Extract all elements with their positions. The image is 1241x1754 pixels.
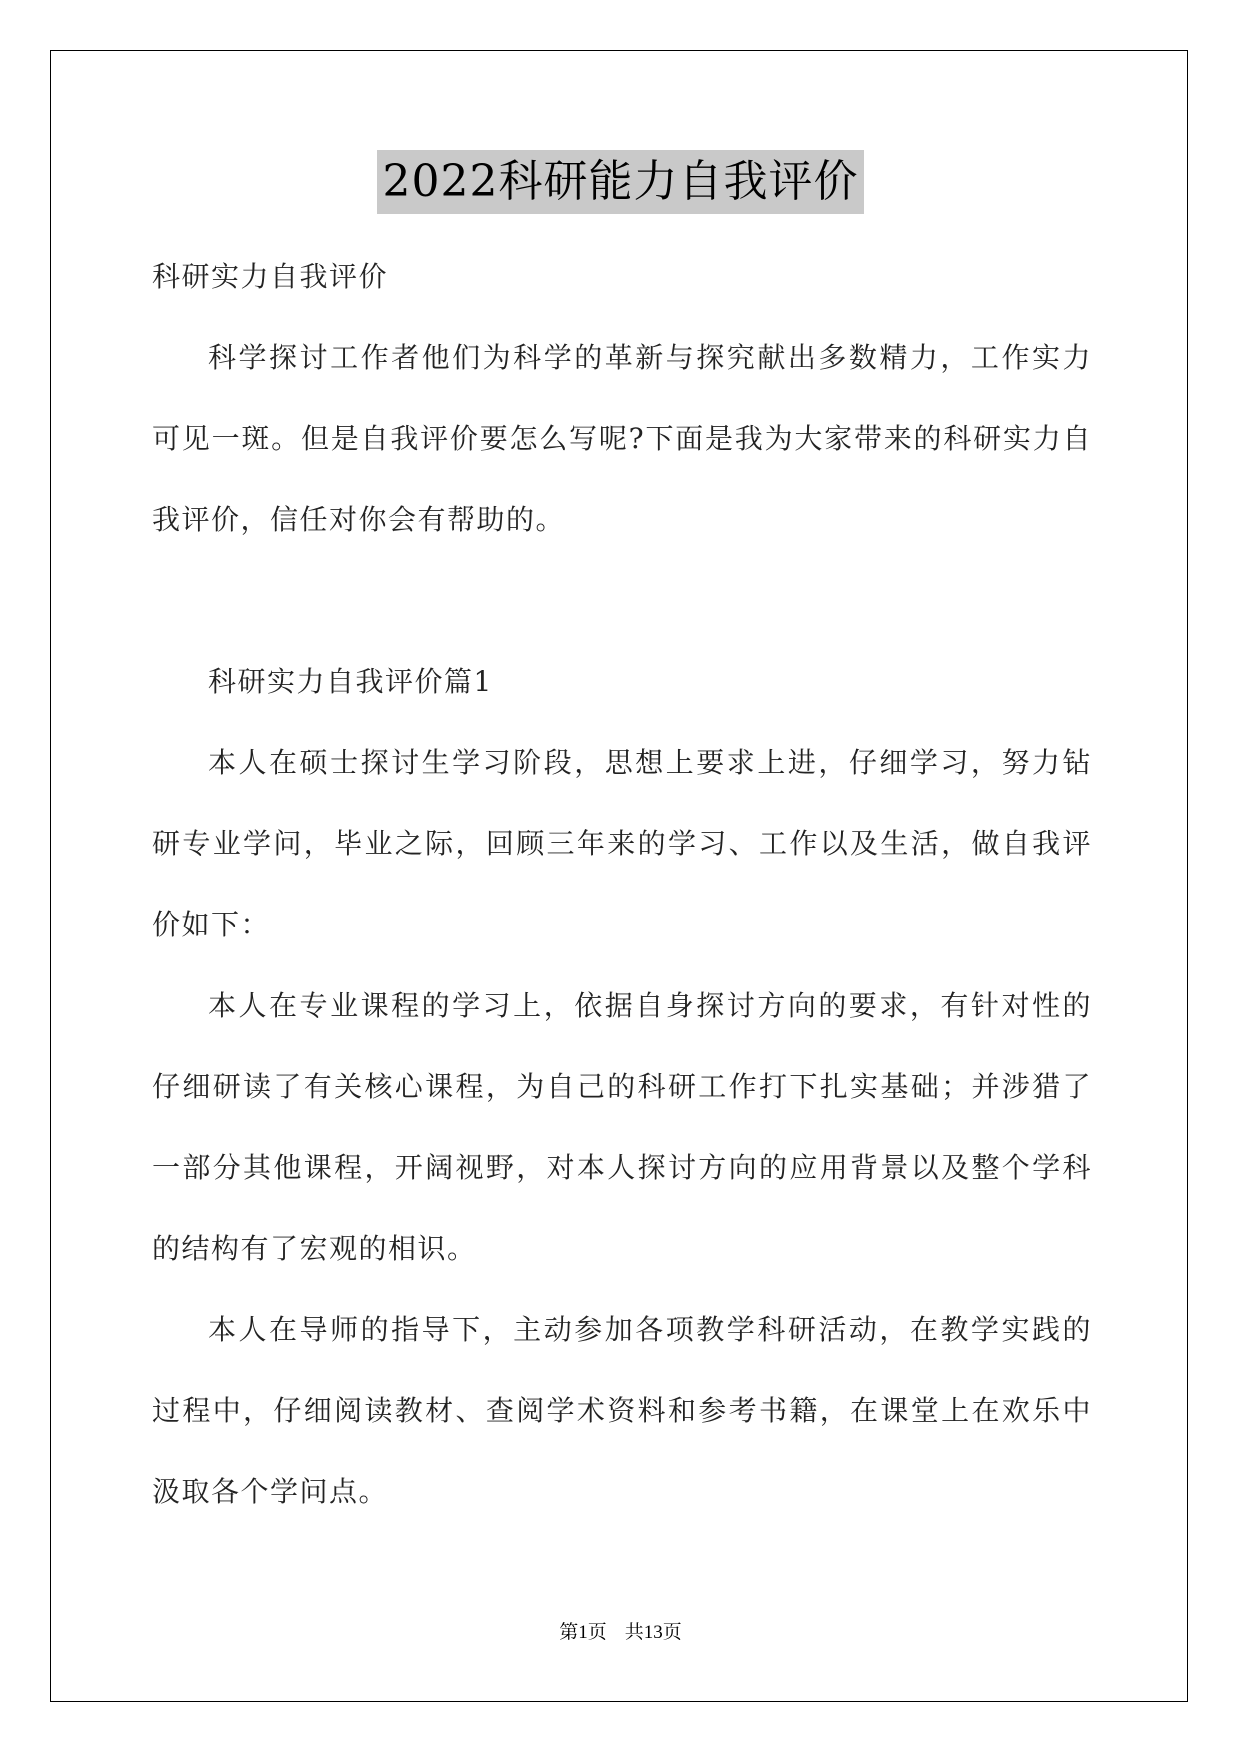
document-body [152,236,1092,1532]
page-footer [0,1617,1241,1644]
page-total: 共13页 [624,1622,682,1643]
spacer [152,560,1092,641]
subtitle: 科研实力自我评价 [152,260,389,293]
title-container [0,150,1241,214]
document-title: 2022科研能力自我评价 [377,150,865,214]
paragraph: 本人在硕士探讨生学习阶段，思想上要求上进，仔细学习，努力钻研专业学问，毕业之际，回顾三年来的学习、工作以及生活，做自我评价如下： [152,746,1092,941]
paragraph-intro: 科学探讨工作者他们为科学的革新与探究献出多数精力，工作实力可见一斑。但是自我评价要怎么写呢?下面是我为大家带来的科研实力自我评价，信任对你会有帮助的。 [152,341,1092,536]
section-heading: 科研实力自我评价篇1 [208,665,493,698]
paragraph: 本人在专业课程的学习上，依据自身探讨方向的要求，有针对性的仔细研读了有关核心课程，为自己的科研工作打下扎实基础；并涉猎了一部分其他课程，开阔视野，对本人探讨方向的应用背景以及整个学科的结构有了宏观的相识。 [152,989,1092,1265]
paragraph: 本人在导师的指导下，主动参加各项教学科研活动，在教学实践的过程中，仔细阅读教材、查阅学术资料和参考书籍，在课堂上在欢乐中汲取各个学问点。 [152,1313,1092,1508]
page-number: 第1页 [559,1622,607,1643]
